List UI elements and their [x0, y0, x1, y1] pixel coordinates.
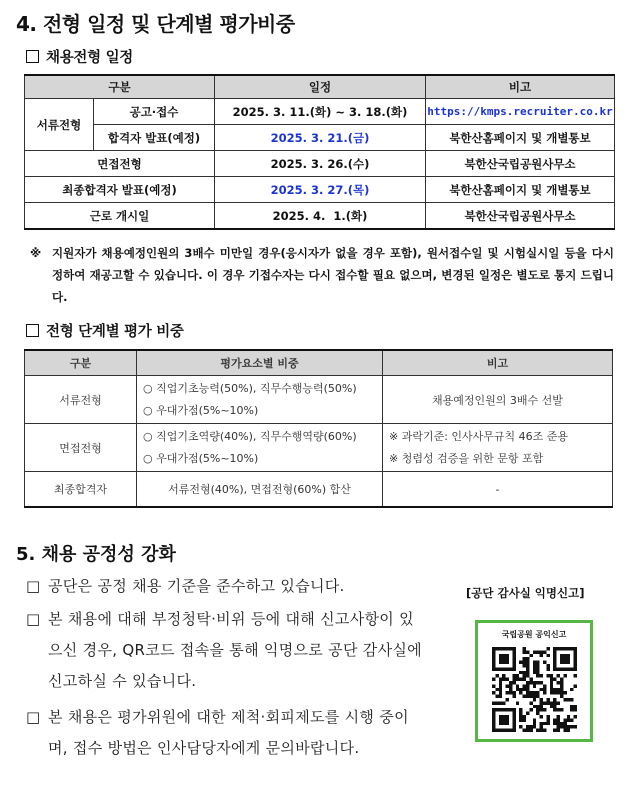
weight-item: ○ 직업기초능력(50%), 직무수행능력(50%) — [143, 381, 357, 395]
checkbox-square-icon — [26, 50, 39, 63]
table-row — [25, 376, 613, 424]
paragraph-text: 공단은 공정 채용 기준을 준수하고 있습니다. — [48, 577, 345, 595]
row-note: 북한산국립공원사무소 — [426, 151, 615, 177]
fairness-paragraph — [26, 571, 422, 602]
row-note: 북한산홈페이지 및 개별통보 — [426, 177, 615, 203]
row-note: 북한산국립공원사무소 — [426, 203, 615, 230]
checkbox-square-icon — [26, 324, 39, 337]
table-row — [25, 177, 615, 203]
stage-label: 최종합격자 — [25, 472, 137, 508]
row-label: 공고·접수 — [94, 99, 215, 125]
stage-label: 면접전형 — [25, 424, 137, 472]
row-date: 2025. 3. 27.(목) — [215, 177, 426, 203]
paragraph-text: 본 채용에 대해 부정청탁·비위 등에 대해 신고사항이 있으신 경우, QR코드 접속을 통해 익명으로 공단 감사실에 신고하실 수 있습니다. — [48, 610, 422, 690]
header-category: 구분 — [25, 75, 215, 99]
stage-note: 채용예정인원의 3배수 선발 — [383, 376, 613, 424]
stage-note — [383, 424, 613, 472]
row-label: 최종합격자 발표(예정) — [25, 177, 215, 203]
table-row — [25, 125, 615, 151]
header-weights: 평가요소별 비중 — [137, 350, 383, 376]
qr-label: [공단 감사실 익명신고] — [466, 586, 585, 600]
table-header-row — [25, 350, 613, 376]
weights-table — [24, 349, 613, 508]
schedule-title-text: 채용전형 일정 — [46, 50, 133, 66]
weight-items — [137, 424, 383, 472]
row-note: 북한산홈페이지 및 개별통보 — [426, 125, 615, 151]
table-row — [25, 472, 613, 508]
section-5-heading: 5. 채용 공정성 강화 — [16, 544, 176, 565]
weight-item: ○ 우대가점(5%~10%) — [143, 403, 259, 417]
schedule-section-title — [26, 46, 133, 67]
weights-title-text: 전형 단계별 평가 비중 — [46, 324, 184, 340]
notice-mark: ※ — [30, 246, 42, 260]
section-4-heading: 4. 전형 일정 및 단계별 평가비중 — [16, 12, 295, 36]
qr-title: 국립공원 공익신고 — [501, 630, 567, 639]
weight-items: 서류전형(40%), 면접전형(60%) 합산 — [137, 472, 383, 508]
schedule-notice — [30, 242, 614, 308]
note-line: ※ 청렴성 검증을 위한 문항 포함 — [389, 451, 544, 465]
weight-items — [137, 376, 383, 424]
table-row — [25, 203, 615, 230]
row-date: 2025. 3. 21.(금) — [215, 125, 426, 151]
schedule-table — [24, 74, 615, 230]
table-row — [25, 151, 615, 177]
header-remarks: 비고 — [383, 350, 613, 376]
row-label: 면접전형 — [25, 151, 215, 177]
fairness-paragraph — [26, 702, 422, 764]
notice-text: 지원자가 채용예정인원의 3배수 미만일 경우(응시자가 없을 경우 포함), 원서접수일 및 시험실시일 등을 다시 정하여 재공고할 수 있습니다. 이 경우 기접수자는 다시 접수할 필요 없으며, 변경된 일정은 별도로 통지 드립니다. — [52, 246, 614, 304]
weights-section-title — [26, 320, 184, 341]
weight-item: ○ 우대가점(5%~10%) — [143, 451, 259, 465]
header-remarks: 비고 — [426, 75, 615, 99]
qr-code-icon[interactable] — [488, 647, 581, 732]
table-row — [25, 99, 615, 125]
header-schedule: 일정 — [215, 75, 426, 99]
fairness-paragraph — [26, 604, 422, 697]
row-label: 근로 개시일 — [25, 203, 215, 230]
row-date: 2025. 3. 11.(화) ~ 3. 18.(화) — [215, 99, 426, 125]
doc-screening-group: 서류전형 — [25, 99, 94, 151]
bullet-square-icon: □ — [26, 577, 41, 595]
table-header-row — [25, 75, 615, 99]
bullet-square-icon: □ — [26, 610, 41, 628]
stage-label: 서류전형 — [25, 376, 137, 424]
table-row — [25, 424, 613, 472]
recruit-site-link[interactable]: https://kmps.recruiter.co.kr — [426, 99, 615, 125]
bullet-square-icon: □ — [26, 708, 41, 726]
qr-report-box[interactable] — [475, 620, 593, 742]
header-category: 구분 — [25, 350, 137, 376]
stage-note: - — [383, 472, 613, 508]
note-line: ※ 과락기준: 인사사무규칙 46조 준용 — [389, 429, 569, 443]
weight-item: ○ 직업기초역량(40%), 직무수행역량(60%) — [143, 429, 357, 443]
paragraph-text: 본 채용은 평가위원에 대한 제척·회피제도를 시행 중이며, 접수 방법은 인사담당자에게 문의바랍니다. — [48, 708, 409, 757]
row-label: 합격자 발표(예정) — [94, 125, 215, 151]
row-date: 2025. 3. 26.(수) — [215, 151, 426, 177]
row-date: 2025. 4. 1.(화) — [215, 203, 426, 230]
